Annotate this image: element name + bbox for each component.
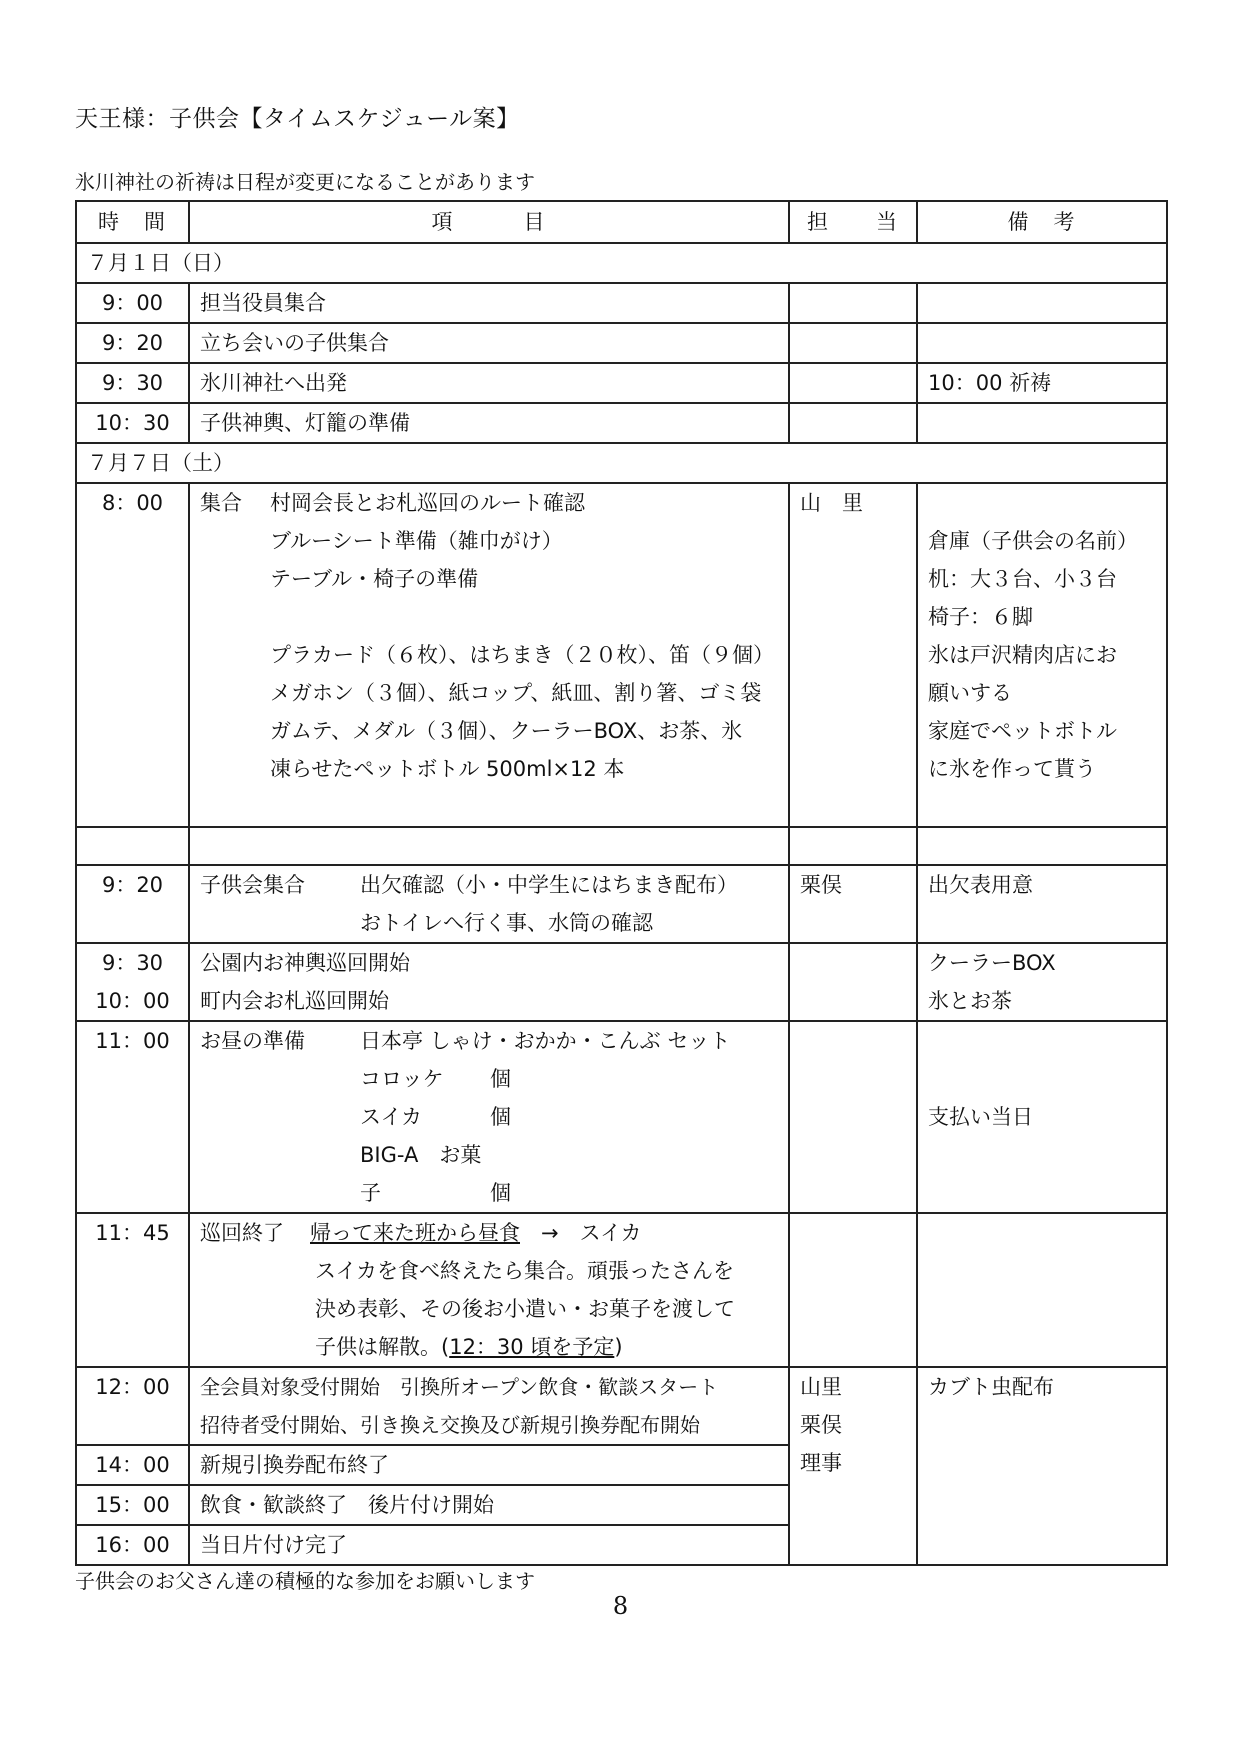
item-line: 昼食 xyxy=(478,1221,520,1245)
item-qty: 個 xyxy=(490,1105,511,1129)
remarks-line: 願いする xyxy=(928,681,1012,705)
item-name: コロッケ xyxy=(360,1067,444,1091)
item-line: 町内会お札巡回開始 xyxy=(200,989,389,1013)
person-cell xyxy=(789,323,917,363)
person-line: 理事 xyxy=(800,1451,842,1475)
table-row xyxy=(76,1213,1167,1367)
table-row xyxy=(76,943,1167,1021)
table-header xyxy=(76,201,1167,243)
remarks-cell: 10：00 祈祷 xyxy=(917,363,1167,403)
item-line: おトイレへ行く事、水筒の確認 xyxy=(360,911,653,935)
remarks-line: に氷を作って貰う xyxy=(928,757,1096,781)
remarks-cell xyxy=(917,403,1167,443)
footer-note: 子供会のお父さん達の積極的な参加をお願いします xyxy=(75,1569,535,1593)
remarks-cell xyxy=(917,1213,1167,1367)
item-cell xyxy=(189,943,789,1021)
remarks-line: クーラーBOX xyxy=(928,951,1056,975)
time-cell: 11：45 xyxy=(76,1213,189,1367)
person-cell xyxy=(789,827,917,865)
remarks-line: 氷は戸沢精肉店にお xyxy=(928,643,1117,667)
remarks-cell: カブト虫配布 xyxy=(917,1367,1167,1565)
item-line: 子供は解散。( xyxy=(315,1335,450,1359)
remarks-line: 氷とお茶 xyxy=(928,989,1012,1013)
item-line: 日本亭 しゃけ・おかか・こんぶ セット xyxy=(360,1029,731,1053)
item-label: 集合 xyxy=(200,491,242,515)
header-remarks: 備 考 xyxy=(917,201,1167,243)
item-line: 村岡会長とお札巡回のルート確認 xyxy=(270,491,585,515)
table-row xyxy=(76,323,1167,363)
item-cell: 氷川神社へ出発 xyxy=(189,363,789,403)
remarks-line: 椅子：６脚 xyxy=(928,605,1033,629)
time-cell xyxy=(76,827,189,865)
item-cell: 当日片付け完了 xyxy=(189,1525,789,1565)
item-cell xyxy=(189,483,789,827)
item-line: 出欠確認（小・中学生にはちまき配布） xyxy=(360,873,738,897)
item-cell: 担当役員集合 xyxy=(189,283,789,323)
remarks-line: 机：大３台、小３台 xyxy=(928,567,1117,591)
remarks-cell xyxy=(917,1021,1167,1213)
table-row xyxy=(76,483,1167,827)
time-cell: 14：00 xyxy=(76,1445,189,1485)
time-cell: 12：00 xyxy=(76,1367,189,1445)
time-cell: 9：00 xyxy=(76,283,189,323)
person-cell xyxy=(789,403,917,443)
item-cell xyxy=(189,1021,789,1213)
date-row xyxy=(76,443,1167,483)
table-row xyxy=(76,1367,1167,1445)
item-line: 全会員対象受付開始 引換所オープン飲食・歓談スタート xyxy=(200,1375,719,1399)
item-line: スイカを食べ終えたら集合。頑張ったさんを xyxy=(315,1259,734,1283)
item-qty: 個 xyxy=(490,1067,511,1091)
person-line: 山里 xyxy=(800,1375,842,1399)
item-label: 巡回終了 xyxy=(200,1221,284,1245)
item-name: BIG-A お菓子 xyxy=(360,1143,482,1205)
remarks-line: 倉庫（子供会の名前） xyxy=(928,529,1138,553)
date-july-1: ７月１日（日） xyxy=(76,243,1167,283)
time-cell xyxy=(76,943,189,1021)
time-cell: 9：20 xyxy=(76,865,189,943)
item-label: 子供会集合 xyxy=(200,873,305,897)
time-cell: 9：20 xyxy=(76,323,189,363)
item-line: 帰って来た班から xyxy=(310,1221,478,1245)
item-line: メガホン（３個）、紙コップ、紙皿、割り箸、ゴミ袋 xyxy=(270,681,762,705)
item-cell: 新規引換券配布終了 xyxy=(189,1445,789,1485)
item-cell: 子供神輿、灯籠の準備 xyxy=(189,403,789,443)
time-line: 9：30 xyxy=(101,951,164,975)
item-cell xyxy=(189,827,789,865)
time-line: 10：00 xyxy=(95,989,170,1013)
table-row xyxy=(76,1021,1167,1213)
header-item: 項 目 xyxy=(189,201,789,243)
person-cell xyxy=(789,363,917,403)
date-row xyxy=(76,243,1167,283)
person-cell xyxy=(789,1021,917,1213)
person-cell: 栗俣 xyxy=(789,865,917,943)
item-name: スイカ xyxy=(360,1105,422,1129)
table-row xyxy=(76,283,1167,323)
remarks-cell: 出欠表用意 xyxy=(917,865,1167,943)
item-cell xyxy=(189,865,789,943)
person-cell: 山 里 xyxy=(789,483,917,827)
header-person: 担 当 xyxy=(789,201,917,243)
person-cell xyxy=(789,1367,917,1565)
time-cell: 11：00 xyxy=(76,1021,189,1213)
item-line: ブルーシート準備（雑巾がけ） xyxy=(270,529,563,553)
item-line: 12：30 頃を予定 xyxy=(449,1335,615,1359)
table-row xyxy=(76,865,1167,943)
item-line: ガムテ、メダル（３個）、クーラーBOX、お茶、氷 xyxy=(270,719,743,743)
remarks-cell xyxy=(917,483,1167,827)
remarks-line: 支払い当日 xyxy=(928,1105,1033,1129)
item-cell xyxy=(189,1367,789,1445)
person-cell xyxy=(789,1213,917,1367)
item-cell: 飲食・歓談終了 後片付け開始 xyxy=(189,1485,789,1525)
remarks-cell xyxy=(917,827,1167,865)
item-line: → スイカ xyxy=(541,1221,642,1245)
empty-row xyxy=(76,827,1167,865)
person-line: 栗俣 xyxy=(800,1413,842,1437)
time-cell: 8：00 xyxy=(76,483,189,827)
time-cell: 10：30 xyxy=(76,403,189,443)
remarks-cell xyxy=(917,323,1167,363)
item-line: 招待者受付開始、引き換え交換及び新規引換券配布開始 xyxy=(200,1413,700,1437)
time-cell: 9：30 xyxy=(76,363,189,403)
time-cell: 15：00 xyxy=(76,1485,189,1525)
remarks-line: 家庭でペットボトル xyxy=(928,719,1117,743)
page-title: 天王様：子供会【タイムスケジュール案】 xyxy=(75,106,520,132)
remarks-cell xyxy=(917,283,1167,323)
table-row xyxy=(76,403,1167,443)
item-line: ) xyxy=(614,1335,623,1359)
item-line: 公園内お神輿巡回開始 xyxy=(200,951,410,975)
item-qty: 個 xyxy=(490,1181,511,1205)
time-cell: 16：00 xyxy=(76,1525,189,1565)
item-line: テーブル・椅子の準備 xyxy=(270,567,479,591)
item-line: 凍らせたペットボトル 500ml×12 本 xyxy=(270,757,625,781)
header-time: 時 間 xyxy=(76,201,189,243)
page-number: 8 xyxy=(612,1592,629,1620)
schedule-table xyxy=(75,200,1168,1566)
table-row xyxy=(76,363,1167,403)
item-label: お昼の準備 xyxy=(200,1029,305,1053)
date-july-7: ７月７日（土） xyxy=(76,443,1167,483)
person-cell xyxy=(789,943,917,1021)
item-line: プラカード（６枚）、はちまき（２０枚）、笛（９個） xyxy=(270,643,774,667)
remarks-cell xyxy=(917,943,1167,1021)
item-cell xyxy=(189,1213,789,1367)
person-cell xyxy=(789,283,917,323)
item-line: 決め表彰、その後お小遣い・お菓子を渡して xyxy=(315,1297,735,1321)
item-cell: 立ち会いの子供集合 xyxy=(189,323,789,363)
schedule-note: 氷川神社の祈祷は日程が変更になることがあります xyxy=(75,170,535,194)
